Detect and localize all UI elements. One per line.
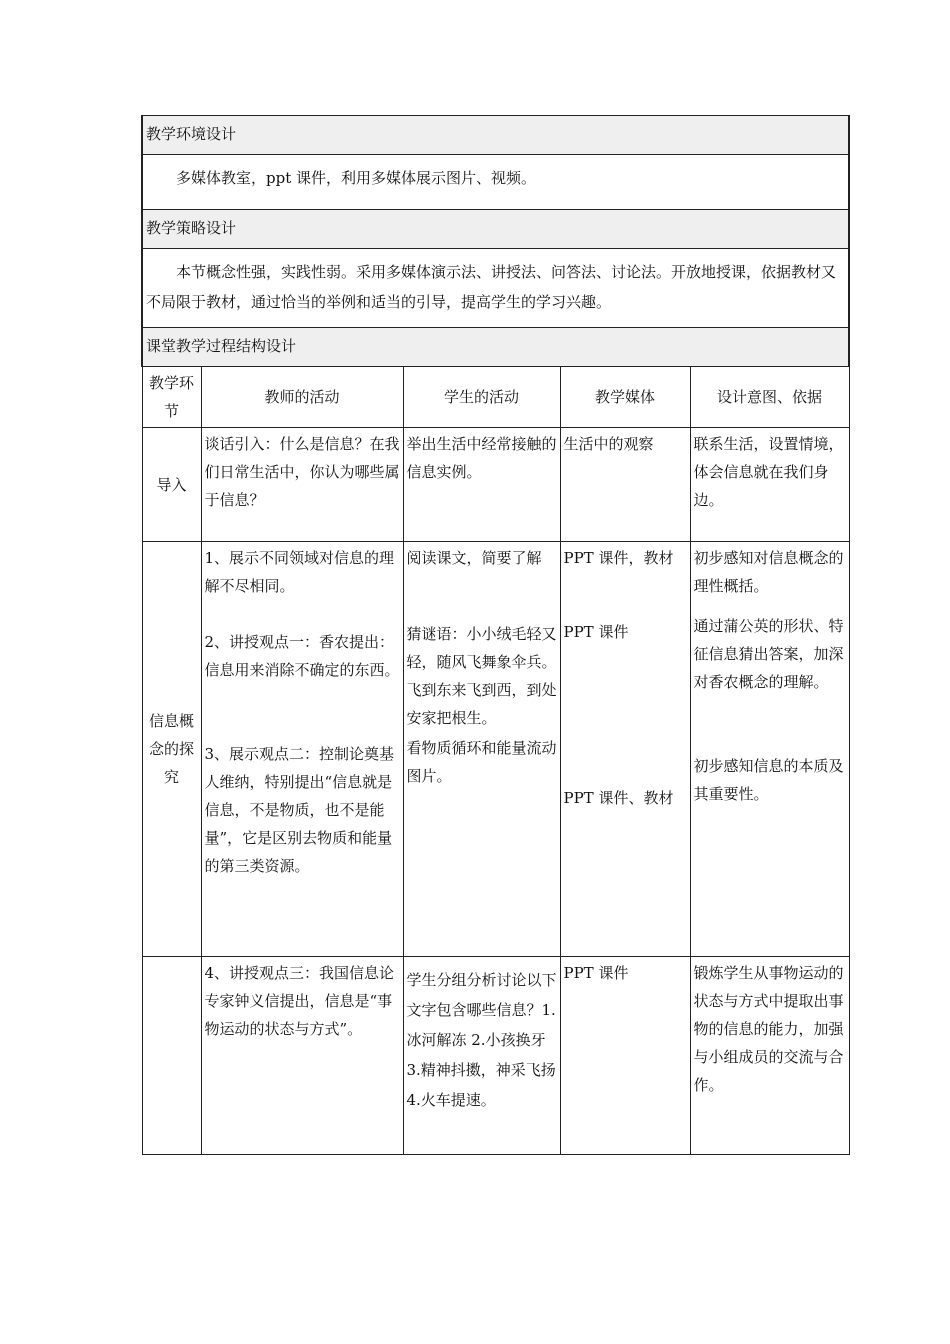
teacher-cell <box>201 957 403 1155</box>
intent-cell <box>690 428 849 542</box>
student-activity: 猜谜语：小小绒毛轻又轻，随风飞舞象伞兵。飞到东来飞到西，到处安家把根生。 <box>406 625 557 727</box>
intent-cell <box>690 957 849 1155</box>
student-activity: 阅读课文，简要了解 <box>406 549 542 567</box>
student-cell <box>403 542 560 957</box>
intent-text: 通过蒲公英的形状、特征信息猜出答案，加深对香农概念的理解。 <box>693 617 844 691</box>
header-intent: 设计意图、依据 <box>690 367 849 428</box>
teacher-activity: 谈话引入：什么是信息？在我们日常生活中，你认为哪些属于信息？ <box>204 435 400 509</box>
student-activity: 举出生活中经常接触的信息实例。 <box>406 435 557 481</box>
teacher-cell <box>201 542 403 957</box>
section-text-environment: 多媒体教室，ppt 课件，利用多媒体展示图片、视频。 <box>142 155 849 210</box>
stage-cell: 信息概念的探究 <box>142 542 201 957</box>
media-item: PPT 课件 <box>563 964 629 982</box>
stage-cell <box>142 957 201 1155</box>
media-item: 生活中的观察 <box>563 435 654 453</box>
media-item: PPT 课件，教材 <box>563 549 674 567</box>
media-cell <box>560 957 690 1155</box>
section-title-process: 课堂教学过程结构设计 <box>142 328 849 367</box>
header-student: 学生的活动 <box>403 367 560 428</box>
media-cell <box>560 428 690 542</box>
table-row <box>142 542 849 957</box>
media-item: PPT 课件 <box>563 623 629 641</box>
teacher-activity: 2、讲授观点一：香农提出：信息用来消除不确定的东西。 <box>204 633 400 679</box>
stage-cell: 导入 <box>142 428 201 542</box>
header-media: 教学媒体 <box>560 367 690 428</box>
header-stage: 教学环节 <box>142 367 201 428</box>
section-text-strategy: 本节概念性强，实践性弱。采用多媒体演示法、讲授法、问答法、讨论法。开放地授课，依据教材又不局限于教材，通过恰当的举例和适当的引导，提高学生的学习兴趣。 <box>142 249 849 328</box>
student-activity: 学生分组分析讨论以下文字包含哪些信息？1.冰河解冻 2.小孩换牙 3.精神抖擞，神采飞扬 4.火车提速。 <box>406 971 561 1109</box>
table-row <box>142 428 849 542</box>
media-item: PPT 课件、教材 <box>563 789 674 807</box>
header-teacher: 教师的活动 <box>201 367 403 428</box>
table-row <box>142 957 849 1155</box>
teacher-activity: 4、讲授观点三：我国信息论专家钟义信提出，信息是“事物运动的状态与方式”。 <box>204 964 395 1038</box>
intent-text: 锻炼学生从事物运动的状态与方式中提取出事物的信息的能力，加强与小组成员的交流与合作。 <box>693 964 844 1094</box>
student-activity: 看物质循环和能量流动图片。 <box>406 739 557 785</box>
intent-cell <box>690 542 849 957</box>
teacher-cell <box>201 428 403 542</box>
teacher-activity: 3、展示观点二：控制论奠基人维纳，特别提出“信息就是信息，不是物质，也不是能量”，它是区别去物质和能量的第三类资源。 <box>204 745 395 875</box>
section-title-strategy: 教学策略设计 <box>142 210 849 249</box>
table-header-row <box>142 367 849 428</box>
section-title-environment: 教学环境设计 <box>142 116 849 155</box>
intent-text: 初步感知信息的本质及其重要性。 <box>693 757 844 803</box>
teacher-activity: 1、展示不同领域对信息的理解不尽相同。 <box>204 549 395 595</box>
student-cell <box>403 428 560 542</box>
media-cell <box>560 542 690 957</box>
intent-text: 初步感知对信息概念的理性概括。 <box>693 549 844 595</box>
intent-text: 联系生活，设置情境，体会信息就在我们身边。 <box>693 435 844 509</box>
student-cell <box>403 957 560 1155</box>
lesson-plan-table <box>141 115 850 1155</box>
